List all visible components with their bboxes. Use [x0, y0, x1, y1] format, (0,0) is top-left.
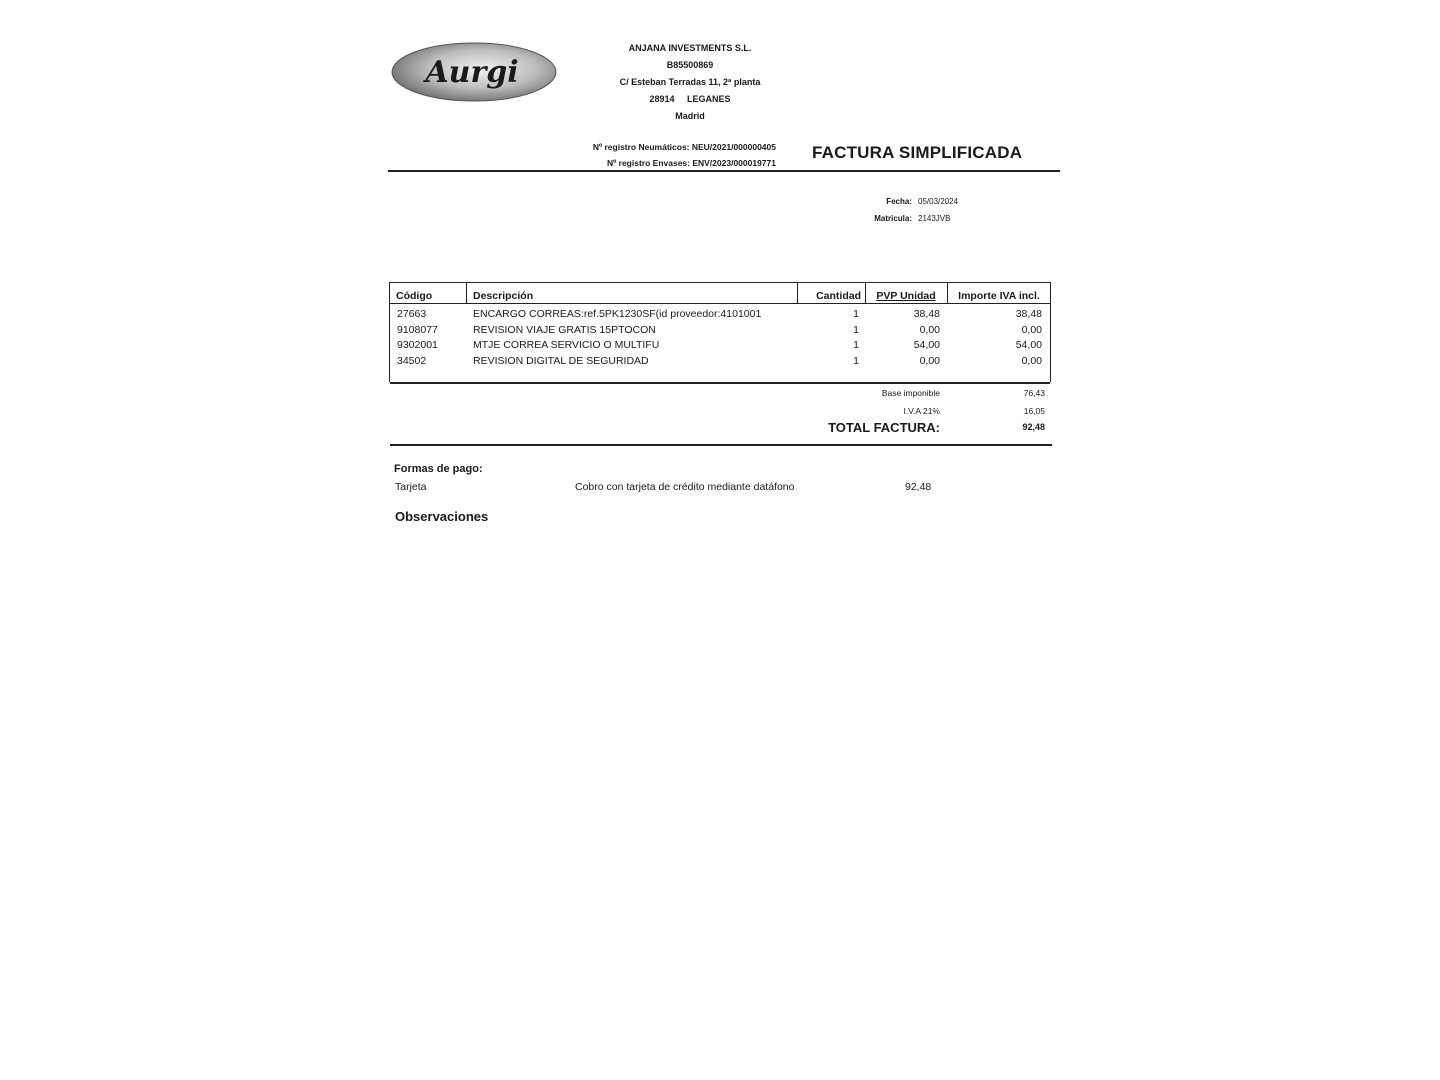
matricula-row [820, 210, 980, 227]
col-cantidad: Cantidad [816, 290, 861, 302]
cell-importe: 54,00 [1015, 339, 1042, 351]
base-value: 76,43 [1023, 388, 1045, 398]
company-info [560, 40, 820, 125]
payment-title: Formas de pago: [394, 463, 483, 475]
matricula-value: 2143JVB [918, 214, 951, 223]
cell-pvp: 0,00 [919, 354, 940, 367]
cell-cantidad: 1 [853, 354, 859, 367]
cell-codigo: 27663 [397, 308, 427, 320]
table-row [390, 307, 1050, 323]
total-label: TOTAL FACTURA: [828, 420, 940, 435]
payment-method: Tarjeta [395, 481, 427, 493]
cell-cantidad: 1 [853, 339, 859, 351]
observations-title: Observaciones [395, 509, 489, 524]
table-row [390, 323, 1050, 339]
cell-descripcion: REVISION VIAJE GRATIS 15PTOCON [473, 323, 656, 336]
invoice-meta [820, 193, 980, 227]
payment-amount: 92,48 [905, 481, 932, 493]
company-address: C/ Esteban Terradas 11, 2ª planta [619, 77, 761, 87]
matricula-label: Matricula: [874, 214, 912, 223]
header-divider [388, 170, 1060, 172]
iva-value: 16,05 [1023, 406, 1045, 416]
col-codigo: Código [396, 290, 433, 302]
company-postcode-city: 28914 LEGANES [649, 94, 731, 104]
payment-description: Cobro con tarjeta de crédito mediante datáfono [575, 481, 795, 493]
cell-pvp: 0,00 [919, 323, 940, 336]
cell-importe: 0,00 [1021, 354, 1042, 367]
logo-text: Aurgi [425, 55, 519, 90]
fecha-value: 05/03/2024 [918, 197, 959, 206]
cell-pvp: 54,00 [913, 339, 940, 351]
reg-envases: Nº registro Envases: ENV/2023/000019771 [607, 158, 776, 168]
cell-descripcion: MTJE CORREA SERVICIO O MULTIFU [473, 339, 660, 351]
table-body [390, 307, 1050, 369]
col-descripcion: Descripción [473, 290, 534, 302]
column-divider [466, 283, 467, 303]
registration-numbers [470, 139, 776, 171]
document-title: FACTURA SIMPLIFICADA [812, 143, 1023, 162]
base-label: Base imponible [881, 388, 940, 398]
reg-neumaticos: Nº registro Neumáticos: NEU/2021/000000405 [592, 142, 776, 152]
cell-descripcion: ENCARGO CORREAS:ref.5PK1230SF(id proveedor:4101001 [473, 308, 762, 320]
cell-cantidad: 1 [853, 308, 859, 320]
company-name: ANJANA INVESTMENTS S.L. [628, 43, 752, 53]
col-pvp-unidad: PVP Unidad [876, 290, 936, 302]
cell-descripcion: REVISION DIGITAL DE SEGURIDAD [473, 354, 649, 367]
company-province: Madrid [675, 111, 705, 121]
fecha-label: Fecha: [886, 197, 912, 206]
cell-codigo: 34502 [397, 354, 427, 367]
payment-row [394, 481, 954, 497]
fecha-row [820, 193, 980, 210]
col-importe: Importe IVA incl. [958, 290, 1040, 302]
total-row [780, 420, 1045, 438]
items-table [389, 282, 1051, 382]
table-header [390, 283, 1050, 304]
iva-row [780, 402, 1045, 420]
cell-cantidad: 1 [853, 323, 859, 336]
base-imponible-row [780, 384, 1045, 402]
table-row [390, 338, 1050, 354]
cell-importe: 38,48 [1015, 308, 1042, 320]
cell-importe: 0,00 [1021, 323, 1042, 336]
totals-divider [390, 444, 1052, 446]
company-tax-id: B85500869 [666, 60, 714, 70]
total-value: 92,48 [1022, 422, 1045, 432]
cell-pvp: 38,48 [913, 308, 940, 320]
table-row [390, 354, 1050, 370]
totals-block [780, 384, 1045, 438]
iva-label: I.V.A 21% [903, 406, 940, 416]
cell-codigo: 9108077 [397, 323, 438, 336]
company-logo [390, 40, 560, 106]
cell-codigo: 9302001 [397, 339, 438, 351]
